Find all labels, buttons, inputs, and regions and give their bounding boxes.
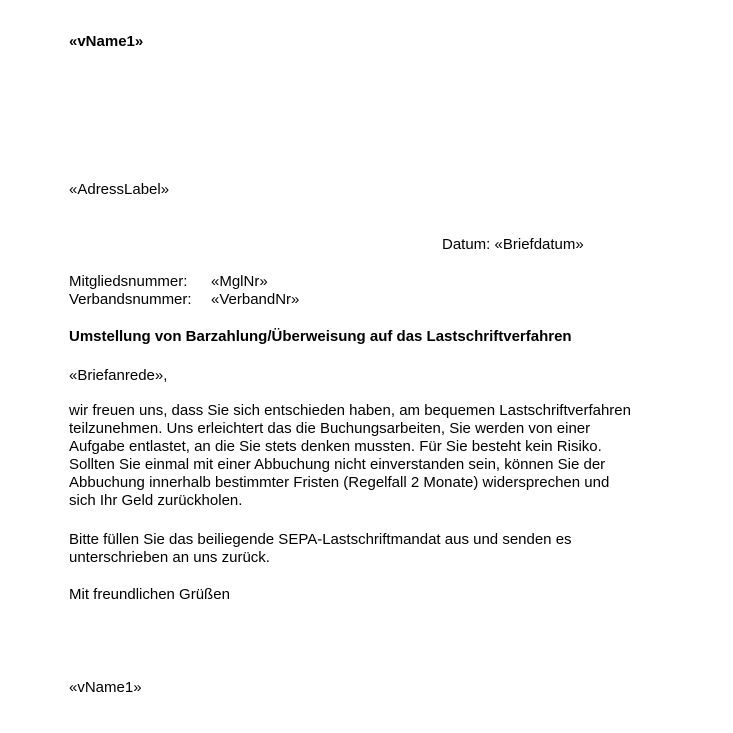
paragraph-line: Aufgabe entlastet, an die Sie stets denken mussten. Für Sie besteht kein Risiko. (69, 438, 602, 455)
paragraph-line: Sollten Sie einmal mit einer Abbuchung nicht einverstanden sein, können Sie der (69, 456, 606, 473)
member-number-label: Mitgliedsnummer: (69, 273, 188, 290)
body-paragraph-1 (69, 402, 709, 510)
member-number-value: «MglNr» (211, 273, 268, 290)
signature-name: «vName1» (69, 679, 142, 696)
member-number-line (69, 273, 268, 291)
paragraph-line: sich Ihr Geld zurückholen. (69, 492, 243, 509)
paragraph-line: unterschrieben an uns zurück. (69, 549, 270, 566)
date-line: Datum: «Briefdatum» (442, 236, 584, 253)
association-number-label: Verbandsnummer: (69, 291, 192, 308)
closing-line: Mit freundlichen Grüßen (69, 586, 230, 603)
paragraph-line: wir freuen uns, dass Sie sich entschieden haben, am bequemen Lastschriftverfahren (69, 402, 631, 419)
address-label: «AdressLabel» (69, 181, 170, 198)
sender-name: «vName1» (69, 33, 144, 50)
association-number-value: «VerbandNr» (211, 291, 300, 308)
subject-line: Umstellung von Barzahlung/Überweisung auf das Lastschriftverfahren (69, 328, 572, 345)
paragraph-line: Abbuchung innerhalb bestimmter Fristen (Regelfall 2 Monate) widersprechen und (69, 474, 610, 491)
paragraph-line: teilzunehmen. Uns erleichtert das die Buchungsarbeiten, Sie werden von einer (69, 420, 591, 437)
paragraph-line: Bitte füllen Sie das beiliegende SEPA-Lastschriftmandat aus und senden es (69, 531, 572, 548)
salutation: «Briefanrede», (69, 367, 168, 384)
body-paragraph-2 (69, 531, 709, 567)
association-number-line (69, 291, 299, 309)
